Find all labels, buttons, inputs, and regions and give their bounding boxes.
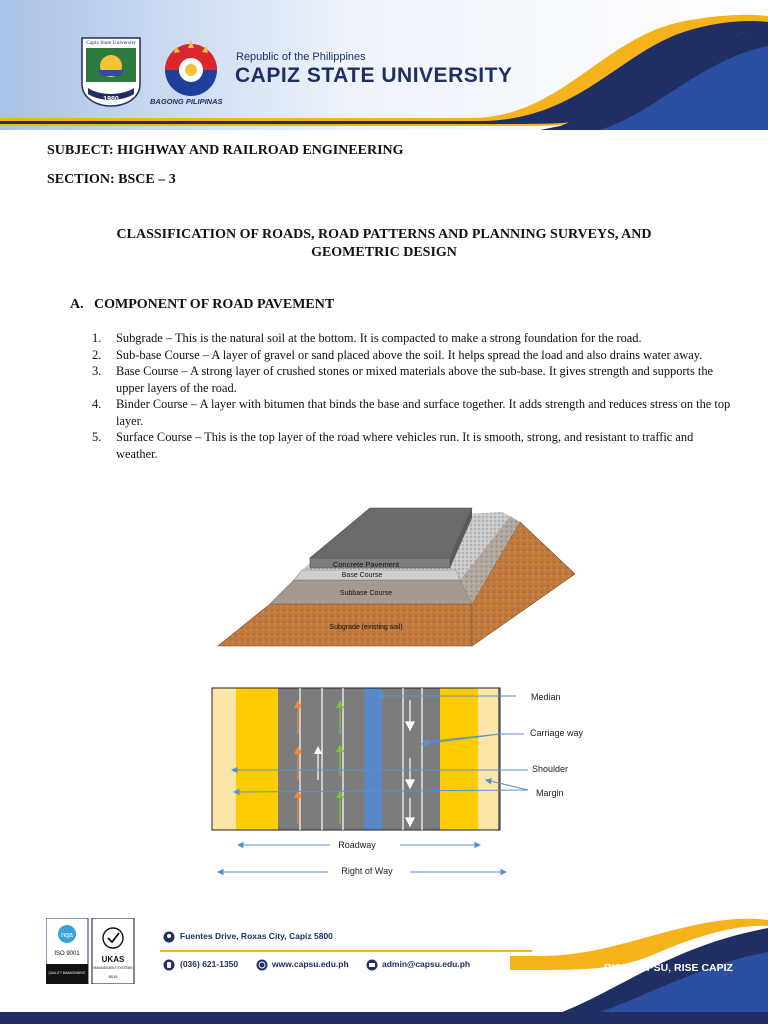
item-text: Binder Course – A layer with bitumen that binds the base and surface together. It adds strength and reduces stress on the top layer. xyxy=(116,397,731,428)
label-roadway: Roadway xyxy=(338,840,376,850)
section-line: SECTION: BSCE – 3 xyxy=(47,172,176,187)
label-median: Median xyxy=(531,692,561,702)
certification-badges xyxy=(46,918,156,984)
letterhead-header xyxy=(0,0,768,130)
bagong-pilipinas-text: BAGONG PILIPINAS xyxy=(150,97,223,106)
seal-label: Capiz State University xyxy=(86,40,136,46)
pavement-layers-figure xyxy=(210,500,580,652)
republic-label: Republic of the Philippines xyxy=(236,51,366,63)
label-subgrade: Subgrade (existing soil) xyxy=(329,624,403,631)
list-item xyxy=(92,396,732,429)
item-number: 1. xyxy=(92,331,102,345)
footer-slogan: RISE CAPSU, RISE CAPIZ xyxy=(604,962,733,974)
item-text: Surface Course – This is the top layer of the road where vehicles run. It is smooth, strong, and resistant to traffic and weather. xyxy=(116,430,694,461)
list-item xyxy=(92,347,732,364)
mail-icon xyxy=(366,959,378,971)
footer-email[interactable]: admin@capsu.edu.ph xyxy=(382,959,471,969)
road-plan-figure xyxy=(210,684,610,880)
item-number: 5. xyxy=(92,430,102,444)
item-number: 4. xyxy=(92,397,102,411)
pavement-components-list xyxy=(92,330,732,462)
list-item xyxy=(92,429,732,462)
list-item xyxy=(92,363,732,396)
label-shoulder: Shoulder xyxy=(532,764,569,774)
part-letter: A. xyxy=(70,297,84,312)
cert-ukas-num: 8015 xyxy=(108,974,118,979)
university-name: CAPIZ STATE UNIVERSITY xyxy=(235,64,513,87)
item-number: 3. xyxy=(92,364,102,378)
cert-ukas-sub: MANAGEMENT SYSTEMS xyxy=(93,966,133,970)
footer-website[interactable]: www.capsu.edu.ph xyxy=(272,959,349,969)
label-margin: Margin xyxy=(536,788,564,798)
label-right-of-way: Right of Way xyxy=(341,866,393,876)
item-text: Sub-base Course – A layer of gravel or sand placed above the soil. It helps spread the load and also drains water away. xyxy=(116,347,703,362)
part-title: COMPONENT OF ROAD PAVEMENT xyxy=(94,297,335,312)
cert-iso: ISO 9001 xyxy=(54,951,80,957)
item-text: Base Course – A strong layer of crushed stones or mixed materials above the sub-base. It gives strength and supports the upper layers of the road. xyxy=(116,364,714,395)
footer-address: Fuentes Drive, Roxas City, Capiz 5800 xyxy=(180,931,333,941)
bagong-pilipinas-logo xyxy=(156,36,226,98)
footer-phone: (036) 621-1350 xyxy=(180,959,239,969)
subject-line: SUBJECT: HIGHWAY AND RAILROAD ENGINEERING xyxy=(47,143,404,158)
label-base-course: Base Course xyxy=(341,572,383,579)
cert-ukas: UKAS xyxy=(101,955,125,964)
title-line-1: CLASSIFICATION OF ROADS, ROAD PATTERNS AND PLANNING SURVEYS, AND xyxy=(116,227,652,242)
title-line-2: GEOMETRIC DESIGN xyxy=(311,245,457,260)
item-number: 2. xyxy=(92,347,102,362)
document-title xyxy=(60,226,708,262)
label-concrete-pavement: Concrete Pavement xyxy=(332,560,400,569)
item-text: Subgrade – This is the natural soil at the bottom. It is compacted to make a strong foundation for the road. xyxy=(116,331,642,345)
cert-nqa: nqa xyxy=(61,932,73,939)
label-carriage-way: Carriage way xyxy=(530,728,584,738)
location-icon xyxy=(163,931,175,943)
list-item xyxy=(92,330,732,347)
globe-icon xyxy=(256,959,268,971)
cert-quality: QUALITY MANAGEMENT xyxy=(48,971,86,975)
phone-icon xyxy=(163,959,175,971)
label-subbase-course: Subbase Course xyxy=(339,590,393,597)
part-heading xyxy=(70,297,334,313)
seal-year: 1980 xyxy=(103,96,119,103)
